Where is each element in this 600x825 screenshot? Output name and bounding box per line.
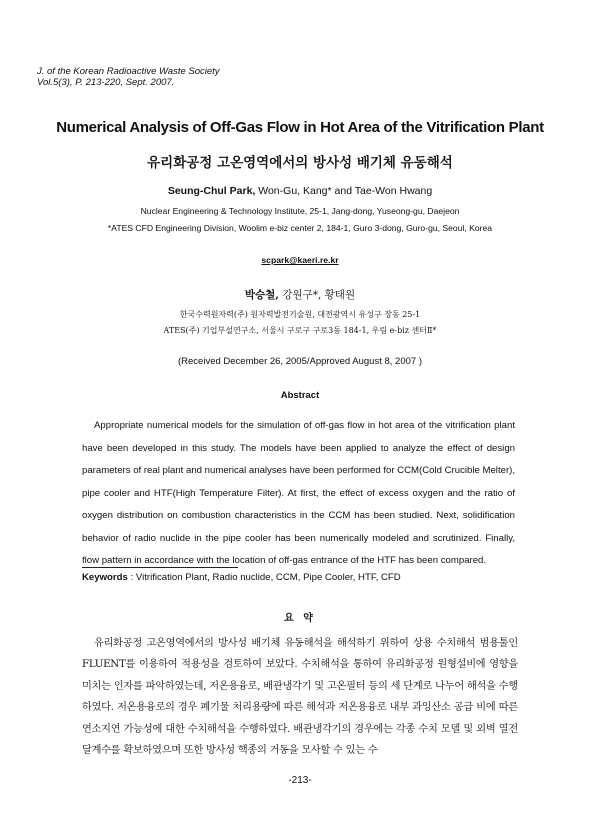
keywords-divider xyxy=(82,567,238,568)
journal-volume: Vol.5(3), P. 213-220, Sept. 2007. xyxy=(37,77,175,88)
keywords-label: Keywords xyxy=(82,572,128,583)
author-email[interactable]: scpark@kaeri.re.kr xyxy=(261,255,339,265)
affiliation-korean-1: 한국수력원자력(주) 원자력발전기술원, 대전광역시 유성구 장동 25-1 xyxy=(179,310,421,319)
lead-author: Seung-Chul Park, xyxy=(167,185,256,197)
page-number: -213- xyxy=(288,775,312,786)
affiliation-1: Nuclear Engineering & Technology Institute, 25-1, Jang-dong, Yuseong-gu, Daejeon xyxy=(140,206,460,216)
author-line-korean xyxy=(0,287,600,302)
author-line xyxy=(0,185,600,197)
paper-title-korean: 유리화공정 고온영역에서의 방사성 배기체 유동해석 xyxy=(147,155,453,171)
received-dates: (Received December 26, 2005/Approved August 8, 2007 ) xyxy=(178,356,422,367)
keywords xyxy=(82,572,401,583)
affiliation-korean-2: ATES(주) 기업부설연구소, 서울시 구로구 구로3동 184-1, 우림 e-biz 센터Ⅱ* xyxy=(163,326,437,335)
summary-heading-korean: 요 약 xyxy=(284,613,316,624)
journal-citation xyxy=(37,66,220,88)
abstract-text: Appropriate numerical models for the simulation of off-gas flow in hot area of the vitrification plant have been developed in this study. The models have been applied to analyze the effect of design parameters of real plant and numerical analyses have been performed for CCM(Cold Crucible Melter), pipe cooler and HTF(High Temperature Filter). At first, the effect of excess oxygen and the ratio of oxygen distribution on combustion characteristics in the CCM has been studied. Next, solidification behavior of radio nuclide in the pipe cooler has been numerically modeled and scrutinized. Finally, flow pattern in accordance with the location of off-gas entrance of the HTF has been compared. xyxy=(82,420,515,566)
abstract-heading: Abstract xyxy=(280,390,320,401)
summary-text-korean: 유리화공정 고온영역에서의 방사성 배기체 유동해석을 해석하기 위하여 상용 수치해석 범용툴인 FLUENT를 이용하여 적용성을 검토하여 보았다. 수치해석을 통하여 유리화공정 원형설비에 영향을 미치는 인자를 파악하였는데, 저온용융로, 배관냉각기 및 고온필터 등의 세 단계로 나누어 해석을 수행하였다. 저온용융로의 경우 폐기물 처리용량에 따른 해석과 저온용융로 내부 과잉산소 공급 비에 따른 연소지연 가능성에 대한 수치해석을 수행하였다. 배관냉각기의 경우에는 각종 수치 모델 및 외벽 열전달계수를 확보하였으며 또한 방사성 핵종의 거동을 모사할 수 있는 수 xyxy=(82,638,518,757)
affiliation-2: *ATES CFD Engineering Division, Woolim e-biz center 2, 184-1, Guro 3-dong, Guro-gu, Seoul, Korea xyxy=(107,223,493,233)
paper-title: Numerical Analysis of Off-Gas Flow in Hot Area of the Vitrification Plant xyxy=(56,119,544,136)
co-authors-korean: 강원구*, 황태원 xyxy=(282,289,356,301)
keywords-list: : Vitrification Plant, Radio nuclide, CCM, Pipe Cooler, HTF, CFD xyxy=(127,572,401,583)
journal-name: J. of the Korean Radioactive Waste Society xyxy=(37,66,220,77)
co-authors: Won-Gu, Kang* and Tae-Won Hwang xyxy=(258,185,433,197)
lead-author-korean: 박승철, xyxy=(244,289,279,301)
